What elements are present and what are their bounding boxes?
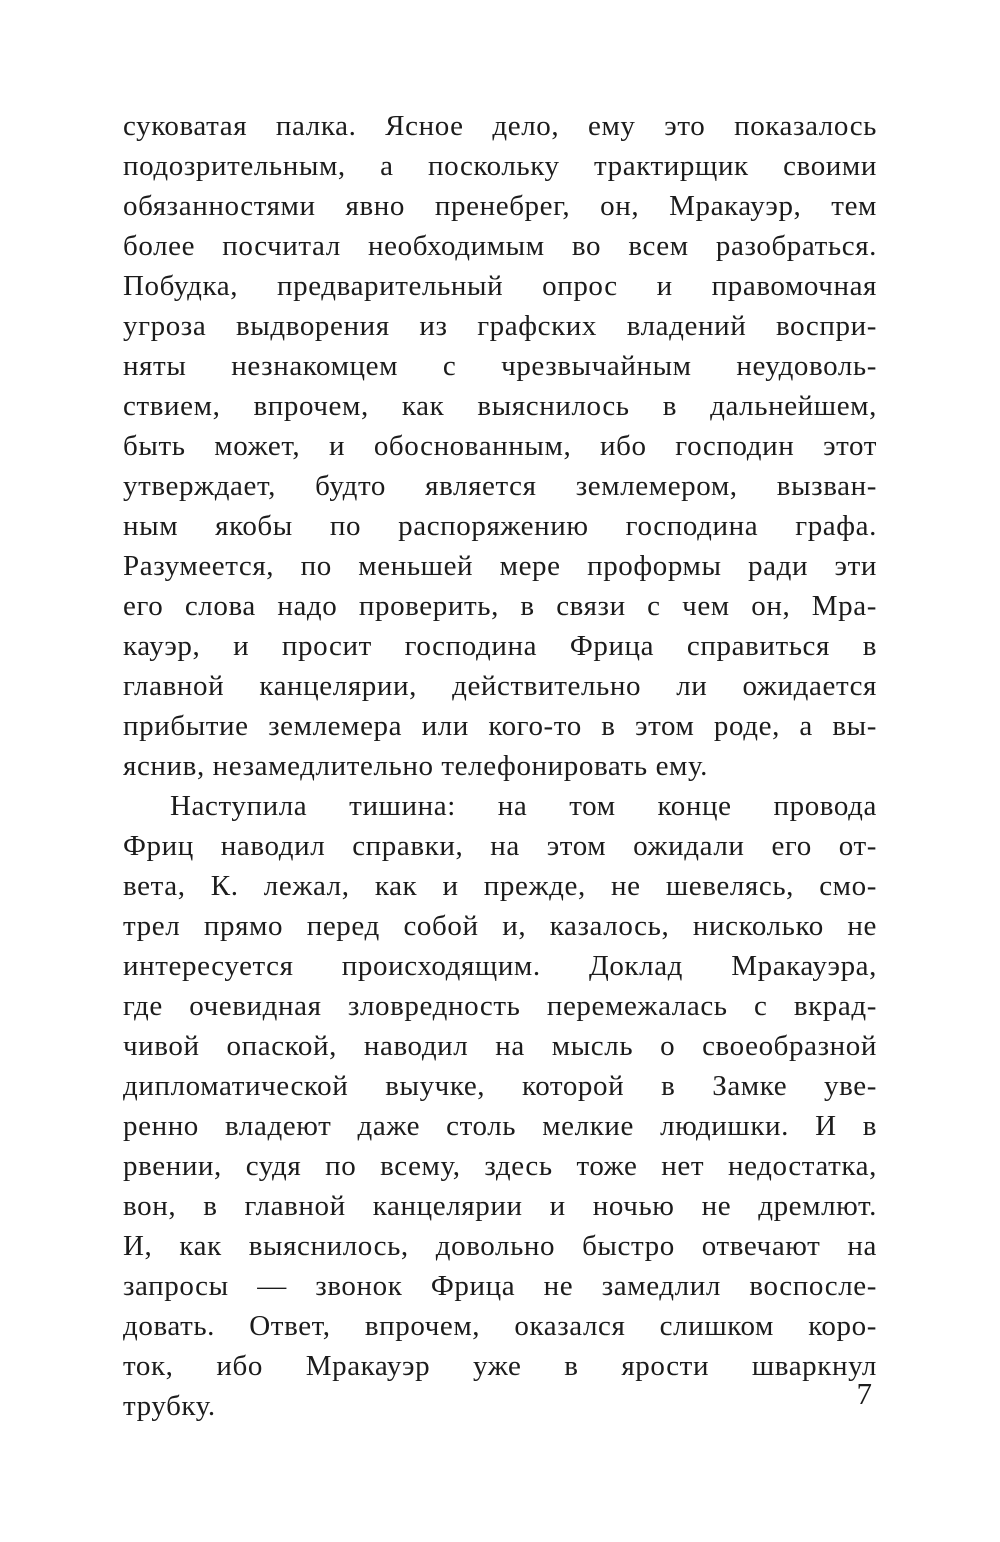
text-line: более посчитал необходимым во всем разобраться. [123, 230, 877, 262]
text-line: угроза выдворения из графских владений воспри- [123, 310, 877, 342]
text-line: ным якобы по распоряжению господина графа. [123, 510, 877, 542]
text-line: кауэр, и просит господина Фрица справиться в [123, 630, 877, 662]
text-line: вон, в главной канцелярии и ночью не дремлют. [123, 1190, 877, 1222]
text-line: няты незнакомцем с чрезвычайным неудоволь- [123, 350, 877, 382]
text-line: ток, ибо Мракауэр уже в ярости шваркнул [123, 1350, 877, 1382]
text-line: где очевидная зловредность перемежалась с вкрад- [123, 990, 877, 1022]
text-line: трубку. [123, 1390, 216, 1422]
text-line: Фриц наводил справки, на этом ожидали его от- [123, 830, 877, 862]
text-line: его слова надо проверить, в связи с чем он, Мра- [123, 590, 877, 622]
text-line: запросы — звонок Фрица не замедлил воспосле- [123, 1270, 877, 1302]
text-line: подозрительным, а поскольку трактирщик своими [123, 150, 877, 182]
paragraph [123, 786, 877, 1426]
text-line: чивой опаской, наводил на мысль о своеобразной [123, 1030, 877, 1062]
text-line: Наступила тишина: на том конце провода [170, 790, 877, 822]
text-line: трел прямо перед собой и, казалось, нисколько не [123, 910, 877, 942]
text-line: главной канцелярии, действительно ли ожидается [123, 670, 877, 702]
text-line: прибытие землемера или кого-то в этом роде, а вы- [123, 710, 877, 742]
paragraph [123, 106, 877, 786]
text-line: Побудка, предварительный опрос и правомочная [123, 270, 877, 302]
text-line: дипломатической выучке, которой в Замке уве- [123, 1070, 877, 1102]
text-line: довать. Ответ, впрочем, оказался слишком коро- [123, 1310, 877, 1342]
text-line: вета, К. лежал, как и прежде, не шевелясь, смо- [123, 870, 877, 902]
page-number: 7 [856, 1376, 872, 1411]
text-line: рвении, судя по всему, здесь тоже нет недостатка, [123, 1150, 877, 1182]
page-text [123, 106, 877, 1426]
text-line: яснив, незамедлительно телефонировать ему. [123, 750, 709, 782]
text-line: интересуется происходящим. Доклад Мракауэра, [123, 950, 877, 982]
text-line: быть может, и обоснованным, ибо господин этот [123, 430, 877, 462]
text-line: И, как выяснилось, довольно быстро отвечают на [123, 1230, 877, 1262]
text-line: суковатая палка. Ясное дело, ему это показалось [123, 110, 877, 142]
text-line: обязанностями явно пренебрег, он, Мракауэр, тем [123, 190, 877, 222]
text-line: ствием, впрочем, как выяснилось в дальнейшем, [123, 390, 877, 422]
text-line: утверждает, будто является землемером, вызван- [123, 470, 877, 502]
text-line: ренно владеют даже столь мелкие людишки. И в [123, 1110, 877, 1142]
text-line: Разумеется, по меньшей мере проформы ради эти [123, 550, 877, 582]
